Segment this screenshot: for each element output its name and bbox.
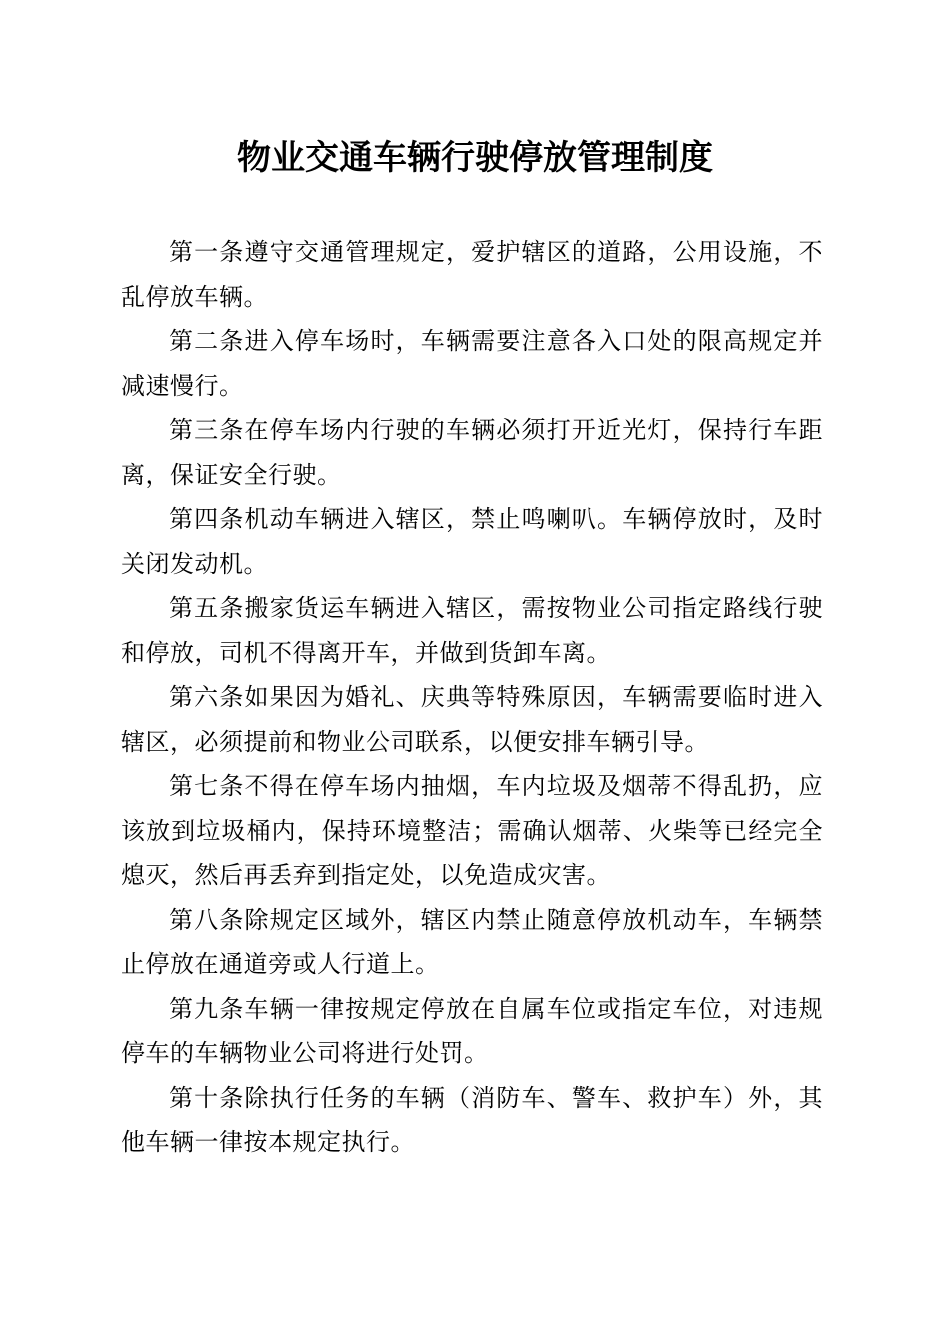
article-1: 第一条遵守交通管理规定，爱护辖区的道路，公用设施，不乱停放车辆。 xyxy=(121,238,823,311)
article-3: 第三条在停车场内行驶的车辆必须打开近光灯，保持行车距离，保证安全行驶。 xyxy=(121,416,823,489)
article-7: 第七条不得在停车场内抽烟，车内垃圾及烟蒂不得乱扔，应该放到垃圾桶内，保持环境整洁；需确认烟蒂、火柴等已经完全熄灭，然后再丢弃到指定处，以免造成灾害。 xyxy=(121,772,823,889)
article-6: 第六条如果因为婚礼、庆典等特殊原因，车辆需要临时进入辖区，必须提前和物业公司联系，以便安排车辆引导。 xyxy=(121,683,823,756)
article-5: 第五条搬家货运车辆进入辖区，需按物业公司指定路线行驶和停放，司机不得离开车，并做到货卸车离。 xyxy=(121,594,823,667)
article-9: 第九条车辆一律按规定停放在自属车位或指定车位，对违规停车的车辆物业公司将进行处罚。 xyxy=(121,994,823,1067)
document-body xyxy=(121,230,823,1165)
article-10: 第十条除执行任务的车辆（消防车、警车、救护车）外，其他车辆一律按本规定执行。 xyxy=(121,1083,823,1156)
article-2: 第二条进入停车场时，车辆需要注意各入口处的限高规定并减速慢行。 xyxy=(121,327,823,400)
article-8: 第八条除规定区域外，辖区内禁止随意停放机动车，车辆禁止停放在通道旁或人行道上。 xyxy=(121,905,823,978)
document-title: 物业交通车辆行驶停放管理制度 xyxy=(237,138,713,178)
article-4: 第四条机动车辆进入辖区，禁止鸣喇叭。车辆停放时，及时关闭发动机。 xyxy=(121,505,823,578)
